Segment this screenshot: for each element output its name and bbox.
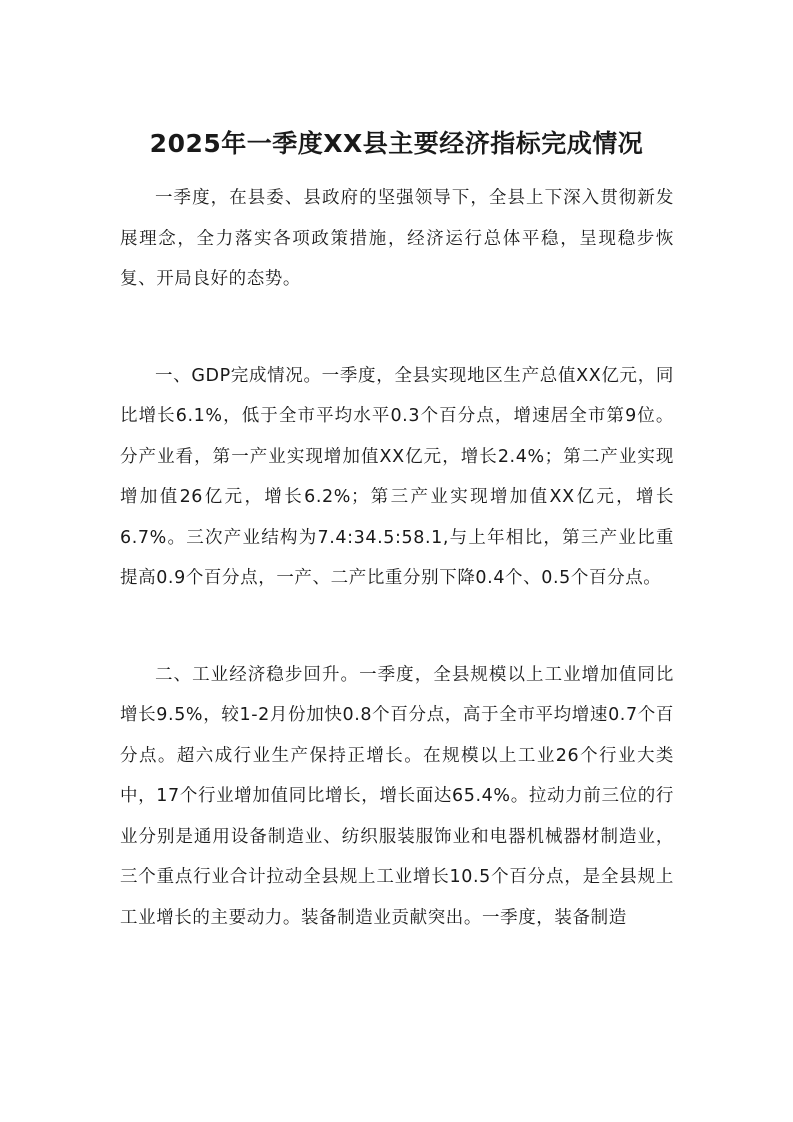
industry-section-paragraph: 二、工业经济稳步回升。一季度，全县规模以上工业增加值同比增长9.5%，较1-2月份加快0.8个百分点，高于全市平均增速0.7个百分点。超六成行业生产保持正增长。在规模以上工业26个行业大类中，17个行业增加值同比增长，增长面达65.4%。拉动力前三位的行业分别是通用设备制造业、纺织服装服饰业和电器机械器材制造业，三个重点行业合计拉动全县规上工业增长10.5个百分点，是全县规上工业增长的主要动力。装备制造业贡献突出。一季度，装备制造 — [120, 664, 674, 928]
document-body — [120, 178, 674, 938]
document-title: 2025年一季度XX县主要经济指标完成情况 — [149, 129, 644, 158]
gdp-section-paragraph: 一、GDP完成情况。一季度，全县实现地区生产总值XX亿元，同比增长6.1%，低于全市平均水平0.3个百分点，增速居全市第9位。分产业看，第一产业实现增加值XX亿元，增长2.4%；第二产业实现增加值26亿元，增长6.2%；第三产业实现增加值XX亿元，增长6.7%。三次产业结构为7.4:34.5:58.1,与上年相比，第三产业比重提高0.9个百分点，一产、二产比重分别下降0.4个、0.5个百分点。 — [120, 365, 674, 588]
intro-paragraph: 一季度，在县委、县政府的坚强领导下，全县上下深入贯彻新发展理念，全力落实各项政策措施，经济运行总体平稳，呈现稳步恢复、开局良好的态势。 — [120, 188, 674, 289]
